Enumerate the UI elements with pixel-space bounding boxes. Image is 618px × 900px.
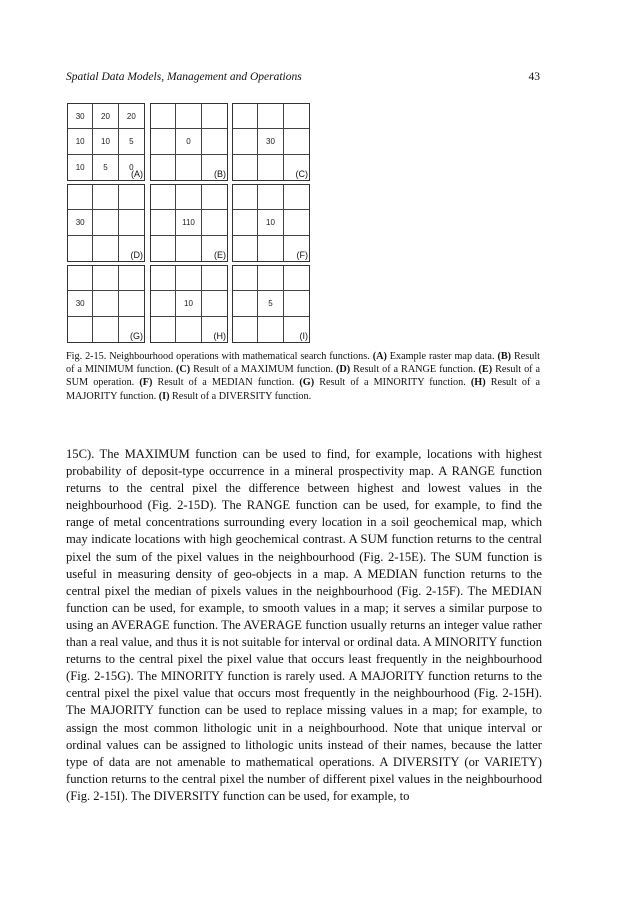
grid-cell bbox=[258, 104, 283, 129]
grid-cell bbox=[68, 236, 93, 261]
page-number: 43 bbox=[528, 71, 540, 83]
panel-label: (B) bbox=[214, 169, 226, 179]
grid-cell bbox=[202, 104, 227, 129]
grid-cell bbox=[284, 129, 309, 154]
grid-cell bbox=[151, 104, 176, 129]
grid-cell: 10 bbox=[258, 210, 283, 235]
panel-c bbox=[232, 103, 310, 181]
grid-cell bbox=[93, 236, 118, 261]
grid-cell bbox=[68, 185, 93, 210]
grid-cell bbox=[151, 210, 176, 235]
grid-cell bbox=[93, 317, 118, 342]
grid-cell bbox=[233, 210, 258, 235]
panel-label: (G) bbox=[130, 331, 143, 341]
grid-cell bbox=[258, 155, 283, 180]
grid-cell: 10 bbox=[68, 129, 93, 154]
caption-text: Result of a MINIMUM function. bbox=[66, 351, 541, 376]
grid-cell: 5 bbox=[119, 129, 144, 154]
grid-cell bbox=[93, 291, 118, 316]
grid-cell: 0 bbox=[129, 162, 134, 172]
panel-label: (A) bbox=[131, 169, 143, 179]
panel-label: (C) bbox=[295, 169, 308, 179]
grid-cell bbox=[176, 155, 201, 180]
grid-cell bbox=[93, 266, 118, 291]
grid-cell bbox=[202, 291, 227, 316]
caption-text: Result of a SUM operation. bbox=[66, 364, 541, 389]
caption-key: (I) bbox=[158, 390, 170, 402]
grid-cell bbox=[233, 185, 258, 210]
grid-cell bbox=[233, 104, 258, 129]
grid-cell bbox=[233, 266, 258, 291]
grid-cell bbox=[284, 210, 309, 235]
grid-cell: 20 bbox=[119, 104, 144, 129]
grid-cell: 20 bbox=[93, 104, 118, 129]
grid-cell bbox=[93, 210, 118, 235]
caption-text: Result of a RANGE function. bbox=[353, 364, 476, 376]
grid-cell bbox=[258, 266, 283, 291]
caption-key: (C) bbox=[175, 364, 191, 376]
grid-cell bbox=[258, 317, 283, 342]
caption-key: (A) bbox=[372, 351, 387, 362]
grid-cell bbox=[176, 317, 201, 342]
grid-cell bbox=[258, 236, 283, 261]
grid-cell bbox=[284, 291, 309, 316]
grid-cell bbox=[68, 266, 93, 291]
grid-cell bbox=[119, 291, 144, 316]
grid-cell bbox=[202, 210, 227, 235]
caption-key: (E) bbox=[478, 364, 493, 376]
caption-key: (G) bbox=[299, 377, 315, 389]
caption-text: Example raster map data. bbox=[389, 351, 495, 362]
grid-cell bbox=[151, 185, 176, 210]
grid-cell bbox=[151, 291, 176, 316]
grid-cell bbox=[119, 266, 144, 291]
grid-cell bbox=[284, 185, 309, 210]
grid-cell: 10 bbox=[68, 155, 93, 180]
panel-i bbox=[232, 265, 310, 343]
grid-cell bbox=[202, 185, 227, 210]
caption-key: (H) bbox=[470, 377, 486, 389]
grid-cell bbox=[93, 185, 118, 210]
caption-text: Result of a MAJORITY function. bbox=[66, 377, 541, 402]
grid-cell: 5 bbox=[258, 291, 283, 316]
grid-cell bbox=[176, 104, 201, 129]
panel-a bbox=[67, 103, 145, 181]
figure-caption bbox=[66, 350, 540, 403]
grid-cell: 10 bbox=[176, 291, 201, 316]
grid-cell bbox=[233, 155, 258, 180]
panel-label: (I) bbox=[299, 331, 308, 341]
caption-text: Result of a MINORITY function. bbox=[319, 377, 466, 389]
panel-label: (H) bbox=[213, 331, 226, 341]
grid-cell bbox=[176, 266, 201, 291]
grid-cell bbox=[176, 185, 201, 210]
panel-b bbox=[150, 103, 228, 181]
caption-key: (F) bbox=[139, 377, 153, 389]
grid-cell bbox=[233, 317, 258, 342]
caption-key: (D) bbox=[336, 364, 351, 376]
grid-cell: 30 bbox=[68, 210, 93, 235]
grid-cell: 5 bbox=[93, 155, 118, 180]
grid-cell bbox=[258, 185, 283, 210]
panel-d bbox=[67, 184, 145, 262]
panel-g bbox=[67, 265, 145, 343]
caption-text: Result of a MEDIAN function. bbox=[157, 377, 295, 389]
grid-cell bbox=[119, 185, 144, 210]
grid-cell bbox=[119, 210, 144, 235]
grid-cell bbox=[68, 317, 93, 342]
grid-cell bbox=[202, 129, 227, 154]
grid-cell bbox=[284, 266, 309, 291]
panel-label: (F) bbox=[296, 250, 308, 260]
grid-cell: 30 bbox=[68, 104, 93, 129]
grid-cell bbox=[233, 236, 258, 261]
panel-label: (D) bbox=[130, 250, 143, 260]
grid-cell bbox=[284, 104, 309, 129]
caption-lead: Fig. 2-15. Neighbourhood operations with mathematical search functions. bbox=[66, 351, 370, 362]
panel-label: (E) bbox=[214, 250, 226, 260]
grid-cell bbox=[233, 129, 258, 154]
caption-text: Result of a DIVERSITY function. bbox=[172, 390, 312, 402]
grid-cell bbox=[202, 266, 227, 291]
grid-cell: 10 bbox=[93, 129, 118, 154]
grid-cell bbox=[233, 291, 258, 316]
caption-key: (B) bbox=[497, 351, 512, 362]
grid-cell bbox=[151, 155, 176, 180]
grid-cell bbox=[151, 129, 176, 154]
grid-cell bbox=[151, 236, 176, 261]
grid-cell: 30 bbox=[258, 129, 283, 154]
panel-h bbox=[150, 265, 228, 343]
running-title: Spatial Data Models, Management and Operations bbox=[66, 71, 302, 83]
running-header bbox=[66, 71, 540, 87]
body-paragraph: 15C). The MAXIMUM function can be used to find, for example, locations with highest probability of deposit-type occurrence in a mineral prospectivity map. A RANGE function returns to the central pixel the difference between highest and lowest values in the neighbourhood (Fig. 2-15D). The RANGE function can be used, for example, to find the range of metal concentrations surrounding every location in a soil geochemical map, which may indicate locations with high geochemical contrast. A SUM function returns to the central pixel the sum of the pixel values in the neighbourhood (Fig. 2-15E). The SUM function is useful in measuring density of geo-objects in a map. A MEDIAN function returns to the central pixel the median of pixels values in the neighbourhood (Fig. 2-15F). The MEDIAN function can be used, for example, to smooth values in a map; it serves a similar purpose to using an AVERAGE function. The AVERAGE function usually returns an integer value rather than a real value, and thus it is not suitable for interval or ordinal data. A MINORITY function returns to the central pixel the pixel value that occurs least frequently in the neighbourhood (Fig. 2-15G). The MINORITY function is rarely used. A MAJORITY function returns to the central pixel the pixel value that occurs most frequently in the neighbourhood (Fig. 2-15H). The MAJORITY function can be used to replace missing values in a map; for example, to assign the most common lithologic unit in a neighbourhood. Note that unique interval or ordinal values can be assigned to lithologic units instead of their names, because the latter type of data are not amenable to mathematical operations. A DIVERSITY (or VARIETY) function returns to the central pixel the number of different pixel values in the neighbourhood (Fig. 2-15I). The DIVERSITY function can be used, for example, to bbox=[66, 447, 542, 803]
panel-e bbox=[150, 184, 228, 262]
grid-cell bbox=[151, 266, 176, 291]
panel-f bbox=[232, 184, 310, 262]
grid-cell: 0 bbox=[176, 129, 201, 154]
grid-cell bbox=[176, 236, 201, 261]
caption-text: Result of a MAXIMUM function. bbox=[193, 364, 334, 376]
grid-cell: 110 bbox=[176, 210, 201, 235]
grid-cell: 30 bbox=[68, 291, 93, 316]
grid-cell bbox=[151, 317, 176, 342]
